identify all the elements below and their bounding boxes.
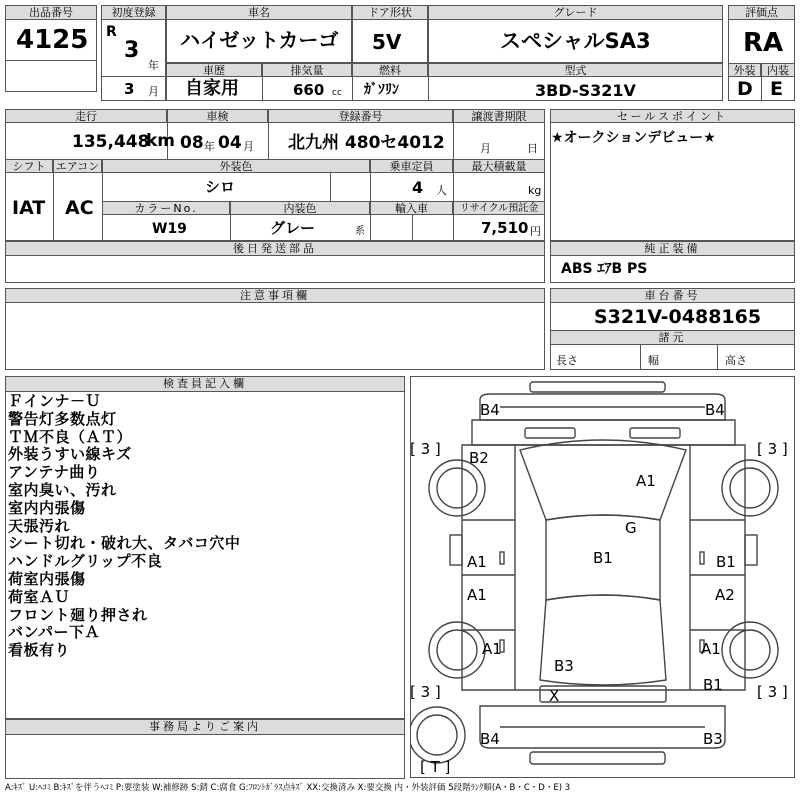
office-label: 事務局よりご案内 bbox=[5, 719, 405, 735]
tire-rear-right: [ 3 ] bbox=[757, 683, 788, 701]
shift-label: シフト bbox=[5, 159, 53, 173]
mark-a1-right-3: A1 bbox=[701, 640, 721, 658]
first-reg-label: 初度登録 bbox=[101, 5, 166, 20]
capacity-unit: 人 bbox=[436, 184, 447, 197]
score-label: 評価点 bbox=[728, 5, 795, 20]
mark-a1-roof: A1 bbox=[636, 472, 656, 490]
first-reg-year-unit: 年 bbox=[148, 59, 159, 72]
model: 3BD-S321V bbox=[535, 81, 636, 100]
mark-b3-interior: B3 bbox=[554, 657, 574, 675]
note-line: 天張汚れ bbox=[8, 516, 71, 535]
sales-point: ★オークションデビュー★ bbox=[551, 130, 716, 146]
plate: 北九州 480セ4012 bbox=[288, 133, 445, 153]
displacement: 660 bbox=[293, 81, 325, 99]
int-color-label: 内装色 bbox=[230, 201, 370, 215]
note-line: フロント廻り押され bbox=[8, 605, 148, 624]
exterior-score: D bbox=[737, 78, 753, 100]
recycle-unit: 円 bbox=[530, 225, 541, 238]
mark-a1-left-3: A1 bbox=[482, 640, 502, 658]
note-line: アンテナ曲り bbox=[8, 463, 101, 482]
note-line: Ｆインナ－Ｕ bbox=[8, 392, 102, 410]
first-reg-month-unit: 月 bbox=[148, 85, 159, 98]
exterior-label: 外装 bbox=[728, 63, 761, 77]
shift: IAT bbox=[12, 197, 46, 219]
inspection-month-unit: 月 bbox=[243, 140, 254, 153]
car-name-label: 車名 bbox=[166, 5, 352, 20]
mileage-label: 走行 bbox=[5, 109, 167, 123]
mark-b3-rear-right: B3 bbox=[703, 730, 723, 748]
inspector-label: 検査員記入欄 bbox=[5, 376, 405, 392]
tire-rear-left: [ 3 ] bbox=[410, 683, 441, 701]
score: RA bbox=[743, 28, 784, 58]
note-line: 看板有り bbox=[8, 641, 71, 660]
mark-x: X bbox=[549, 687, 560, 705]
inspection-year: 08 bbox=[180, 133, 204, 153]
history: 自家用 bbox=[185, 78, 239, 99]
first-reg-year: 3 bbox=[124, 38, 140, 63]
mark-a2-right: A2 bbox=[715, 586, 735, 604]
note-line: ハンドルグリップ不良 bbox=[8, 552, 163, 571]
car-name: ハイゼットカーゴ bbox=[180, 28, 339, 52]
car-outline bbox=[410, 382, 778, 764]
grade-label: グレード bbox=[428, 5, 723, 20]
int-color-suffix: 系 bbox=[355, 226, 365, 237]
ext-color: シロ bbox=[205, 178, 236, 196]
lot-no-label: 出品番号 bbox=[5, 5, 97, 20]
spare-tire: [ T ] bbox=[420, 758, 451, 776]
spec-length: 長さ bbox=[556, 354, 578, 367]
lot-no: 4125 bbox=[16, 25, 89, 55]
mark-b4-front-right: B4 bbox=[705, 401, 725, 419]
equipment-label: 純正装備 bbox=[550, 241, 795, 256]
mark-b2: B2 bbox=[469, 449, 489, 467]
displacement-unit: cc bbox=[332, 88, 342, 98]
max-load-unit: kg bbox=[528, 184, 542, 197]
recycle-label: リサイクル預託金 bbox=[453, 201, 545, 215]
note-line: 荷室内張傷 bbox=[8, 569, 86, 588]
spec-height: 高さ bbox=[725, 354, 747, 367]
capacity: 4 bbox=[412, 178, 424, 197]
fuel: ｶﾞｿﾘﾝ bbox=[364, 82, 399, 98]
plate-label: 登録番号 bbox=[268, 109, 453, 123]
transfer-label: 譲渡書期限 bbox=[453, 109, 545, 123]
mark-b1-right-4: B1 bbox=[703, 676, 723, 694]
color-no: W19 bbox=[152, 221, 187, 237]
model-label: 型式 bbox=[428, 63, 723, 77]
doors: 5V bbox=[372, 30, 402, 54]
specs-label: 諸元 bbox=[550, 330, 795, 345]
chassis-no: S321V-0488165 bbox=[594, 306, 762, 328]
note-line: ＴＭ不良（ＡＴ） bbox=[8, 427, 133, 446]
import-label: 輸入車 bbox=[370, 201, 453, 215]
damage-diagram bbox=[410, 376, 795, 778]
mark-b4-front-left: B4 bbox=[480, 401, 500, 419]
mark-a1-left-2: A1 bbox=[467, 586, 487, 604]
transfer-month-unit: 月 bbox=[480, 142, 491, 155]
color-no-label: カラーNo. bbox=[102, 201, 230, 215]
displacement-label: 排気量 bbox=[262, 63, 352, 77]
ext-color-label: 外装色 bbox=[102, 159, 370, 173]
note-line: 外装うすい線キズ bbox=[8, 445, 132, 464]
aircon-label: エアコン bbox=[53, 159, 102, 173]
capacity-label: 乗車定員 bbox=[370, 159, 453, 173]
sales-point-label: セールスポイント bbox=[550, 109, 795, 123]
interior-score: E bbox=[770, 78, 783, 100]
transfer-day-unit: 日 bbox=[527, 142, 538, 155]
spec-width: 幅 bbox=[648, 354, 659, 367]
damage-marks bbox=[410, 401, 788, 776]
interior-label: 内装 bbox=[761, 63, 795, 77]
inspector-notes bbox=[8, 393, 403, 660]
grade: スペシャルSA3 bbox=[500, 29, 651, 53]
mileage-unit: km bbox=[146, 131, 176, 151]
damage-legend: A:ｷｽﾞ U:ﾍｺﾐ B:ｷｽﾞを伴うﾍｺﾐ P:要塗装 W:補修跡 S:錆 C:腐食 G:ﾌﾛﾝﾄｶﾞﾗｽ点ｷｽﾞ XX:交換済み X:要交換 内・外装評価 5段階ﾗﾝｸ順(A・B・C・D・E) 3 bbox=[5, 783, 571, 793]
fuel-label: 燃料 bbox=[352, 63, 428, 77]
equipment: ABS ｴｱB PS bbox=[561, 261, 648, 277]
mileage: 135,448 bbox=[72, 132, 150, 152]
int-color: グレー bbox=[270, 219, 316, 237]
first-reg-era: R bbox=[106, 24, 117, 40]
note-line: 警告灯多数点灯 bbox=[8, 409, 117, 428]
tire-front-left: [ 3 ] bbox=[410, 440, 441, 458]
inspection-month: 04 bbox=[218, 133, 242, 153]
note-line: 室内内張傷 bbox=[8, 498, 86, 517]
mark-a1-left-1: A1 bbox=[467, 553, 487, 571]
recycle: 7,510 bbox=[481, 219, 529, 237]
mark-b1-roof: B1 bbox=[593, 549, 613, 567]
note-line: 荷室ＡＵ bbox=[8, 587, 71, 606]
sales-point-box bbox=[550, 109, 795, 241]
later-parts-label: 後日発送部品 bbox=[5, 241, 545, 256]
inspection-year-unit: 年 bbox=[204, 140, 215, 153]
note-line: 室内臭い、汚れ bbox=[8, 480, 117, 499]
inspection-label: 車検 bbox=[167, 109, 268, 123]
aircon: AC bbox=[65, 197, 94, 219]
mark-b1-right-1: B1 bbox=[716, 553, 736, 571]
mark-g: G bbox=[625, 519, 637, 537]
first-reg-month: 3 bbox=[124, 80, 135, 98]
history-label: 車歴 bbox=[166, 63, 262, 77]
doors-label: ドア形状 bbox=[352, 5, 428, 20]
note-line: シート切れ・破れ大、タバコ穴中 bbox=[8, 534, 241, 553]
note-line: バンパー下Ａ bbox=[8, 623, 100, 642]
notes-label: 注意事項欄 bbox=[5, 288, 545, 303]
max-load-label: 最大積載量 bbox=[453, 159, 545, 173]
mark-b4-rear-left: B4 bbox=[480, 730, 500, 748]
tire-front-right: [ 3 ] bbox=[757, 440, 788, 458]
chassis-label: 車台番号 bbox=[550, 288, 795, 303]
